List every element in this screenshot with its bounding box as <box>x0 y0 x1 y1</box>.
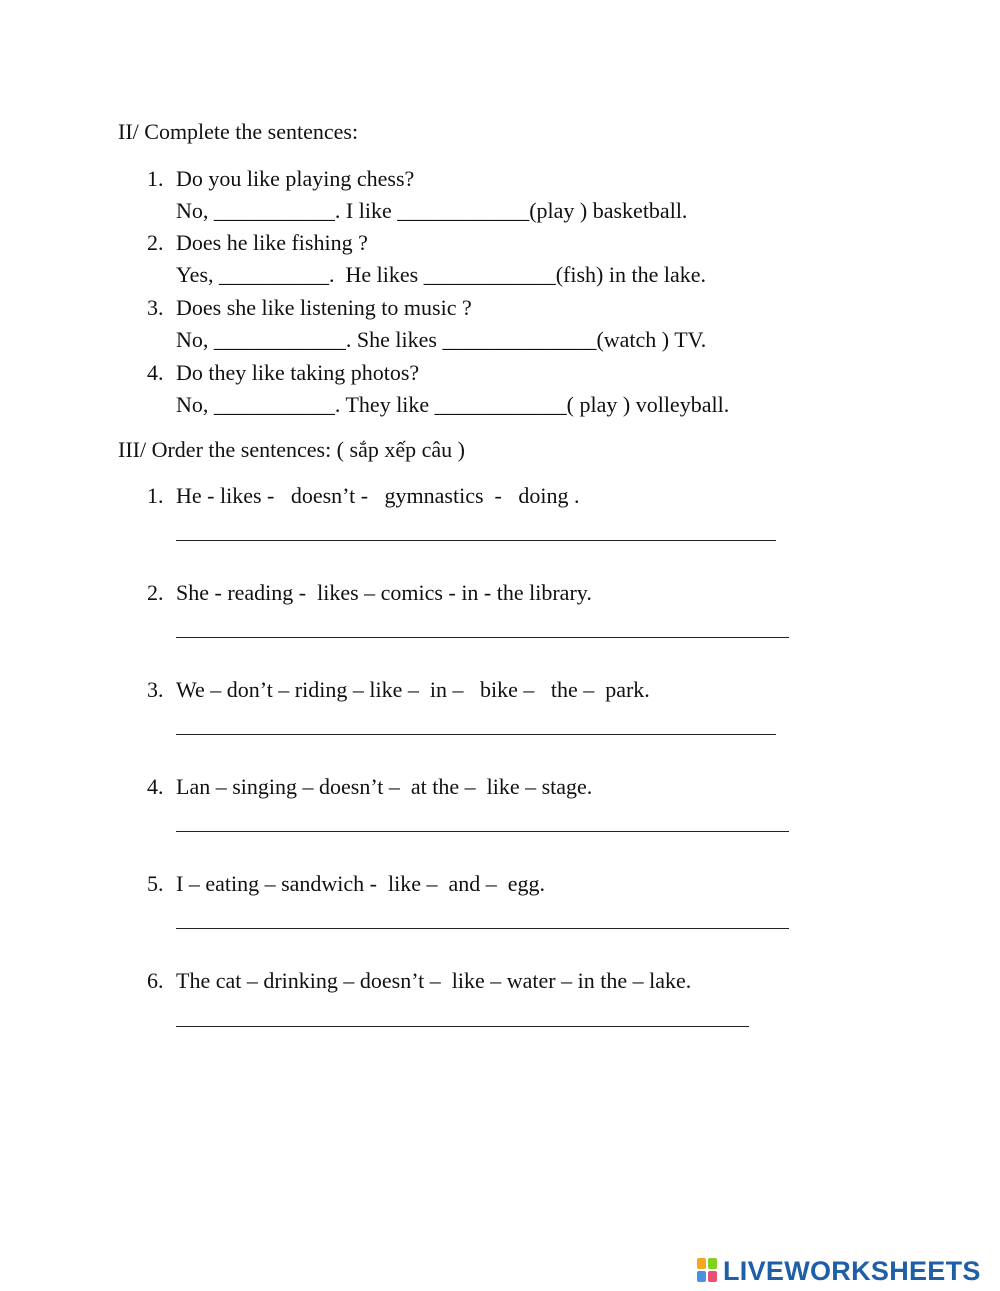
order-sentence: Lan – singing – doesn’t – at the – like – stage. <box>176 774 593 799</box>
item-number: 4. <box>147 774 164 799</box>
item-number: 3. <box>147 295 164 320</box>
answer-blank-line[interactable] <box>176 540 776 541</box>
question-text: Does he like fishing ? <box>176 230 368 255</box>
item-number: 3. <box>147 677 164 702</box>
answer-blank-line[interactable] <box>176 734 776 735</box>
item-number: 2. <box>147 230 164 255</box>
answer-text: Yes, __________. He likes ____________(fish) in the lake. <box>176 262 706 287</box>
answer-blank-line[interactable] <box>176 928 789 929</box>
answer-text: No, ___________. They like ____________( play ) volleyball. <box>176 392 730 417</box>
answer-text: No, ____________. She likes ______________(watch ) TV. <box>176 327 707 352</box>
order-sentence: The cat – drinking – doesn’t – like – water – in the – lake. <box>176 968 692 993</box>
item-number: 2. <box>147 580 164 605</box>
section-3-title: III/ Order the sentences: ( sắp xếp câu ) <box>118 437 465 462</box>
answer-text: No, ___________. I like ____________(play ) basketball. <box>176 198 688 223</box>
liveworksheets-logo <box>697 1256 981 1286</box>
logo-text: LIVEWORKSHEETS <box>723 1256 981 1286</box>
logo-blocks-icon <box>697 1258 719 1284</box>
question-text: Do they like taking photos? <box>176 360 420 385</box>
answer-blank-line[interactable] <box>176 831 789 832</box>
order-sentence: We – don’t – riding – like – in – bike – the – park. <box>176 677 650 702</box>
order-sentence: She - reading - likes – comics - in - the library. <box>176 580 592 605</box>
question-text: Do you like playing chess? <box>176 166 415 191</box>
answer-blank-line[interactable] <box>176 1026 749 1027</box>
item-number: 1. <box>147 166 164 191</box>
section-2-title: II/ Complete the sentences: <box>118 119 359 144</box>
order-sentence: I – eating – sandwich - like – and – egg. <box>176 871 546 896</box>
item-number: 4. <box>147 360 164 385</box>
question-text: Does she like listening to music ? <box>176 295 472 320</box>
answer-blank-line[interactable] <box>176 637 789 638</box>
item-number: 6. <box>147 968 164 993</box>
order-sentence: He - likes - doesn’t - gymnastics - doing . <box>176 483 580 508</box>
item-number: 5. <box>147 871 164 896</box>
item-number: 1. <box>147 483 164 508</box>
